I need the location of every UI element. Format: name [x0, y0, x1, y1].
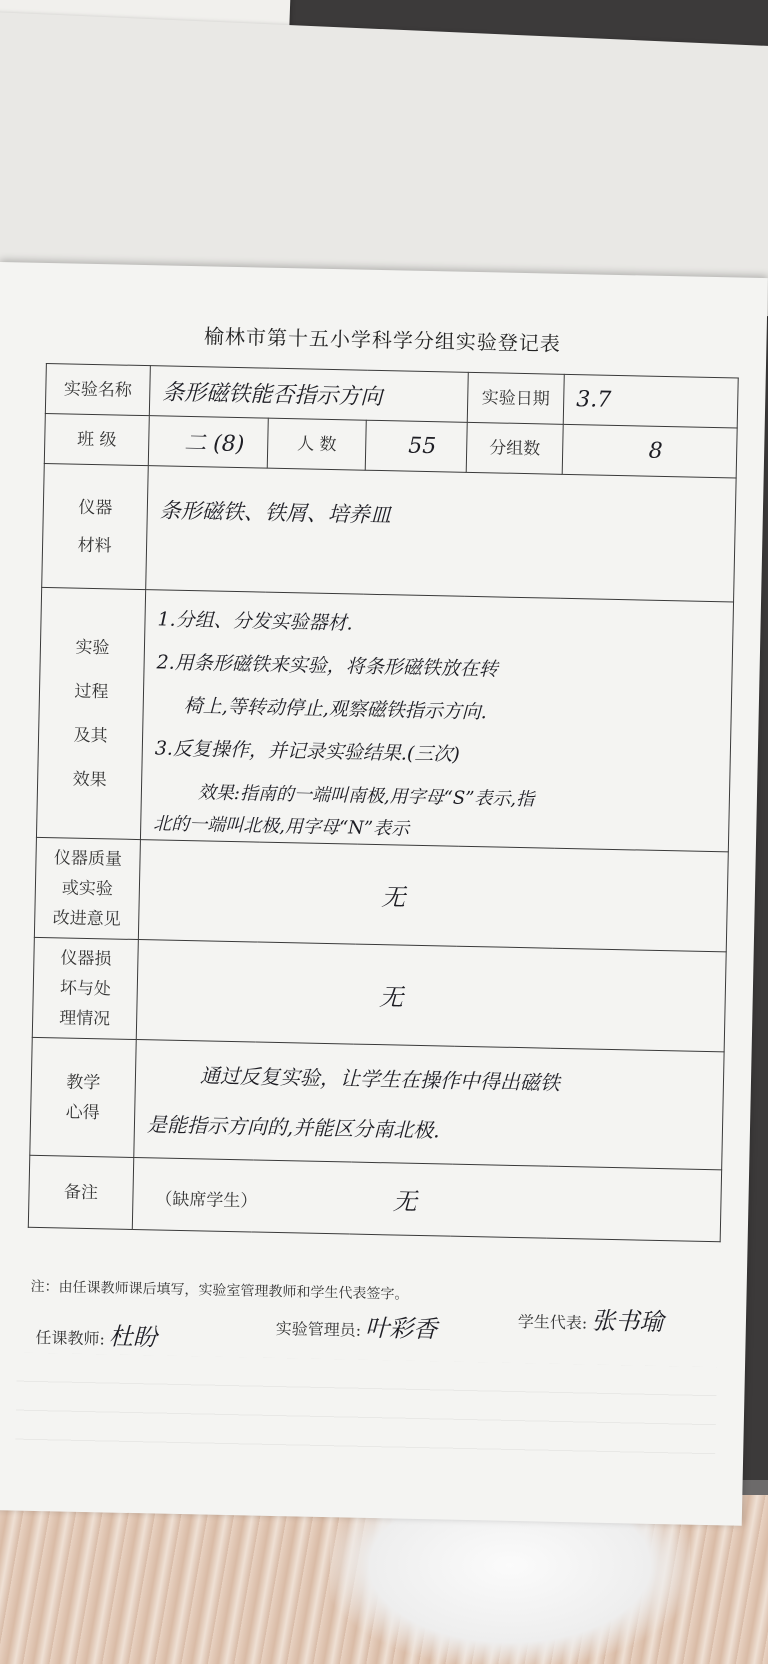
groups-label: 分组数	[466, 422, 563, 474]
materials-label	[42, 463, 149, 589]
fabric-background-light	[330, 1500, 690, 1664]
class-value: 二 (8)	[148, 416, 268, 468]
teaching-label-line: 教学	[66, 1072, 101, 1093]
process-label-line: 及其	[73, 725, 108, 746]
process-line: 椅上,等转动停止,观察磁铁指示方向.	[183, 694, 488, 724]
process-line: 2.用条形磁铁来实验，将条形磁铁放在转	[156, 651, 498, 681]
table-row	[28, 1155, 721, 1241]
damage-label-line: 仪器损	[60, 947, 112, 969]
process-label	[36, 587, 145, 839]
teacher-signature	[35, 1315, 157, 1353]
process-label-line: 实验	[75, 637, 110, 658]
admin-signature	[275, 1306, 437, 1344]
table-row	[36, 587, 733, 851]
quality-label-line: 改进意见	[52, 907, 121, 930]
faint-ruled-lines	[15, 1353, 717, 1468]
quality-label-line: 或实验	[61, 877, 114, 899]
damage-label-line: 理情况	[58, 1007, 111, 1029]
table-row	[32, 937, 726, 1051]
remarks-label: 备注	[28, 1155, 133, 1229]
damage-label	[32, 937, 138, 1039]
damage-value: 无	[136, 940, 726, 1052]
quality-value: 无	[138, 840, 728, 952]
process-label-line: 效果	[72, 769, 107, 790]
student-signature-label: 学生代表:	[517, 1312, 588, 1333]
teacher-signature-name: 杜盼	[108, 1322, 158, 1352]
teacher-signature-label: 任课教师:	[35, 1327, 106, 1349]
form-title: 榆林市第十五小学科学分组实验登记表	[203, 324, 562, 356]
people-value: 55	[365, 420, 467, 472]
process-line: 北的一端叫北极,用字母“N”表示	[153, 813, 410, 840]
process-line: 3.反复操作，并记录实验结果.(三次)	[154, 737, 461, 766]
experiment-registration-table	[28, 363, 739, 1242]
class-label: 班 级	[44, 413, 149, 465]
teaching-value	[134, 1040, 724, 1170]
process-value	[140, 590, 733, 852]
quality-label	[34, 837, 140, 939]
admin-signature-name: 叶彩香	[364, 1313, 438, 1344]
process-line: 效果:指南的一端叫南极,用字母“S”表示,指	[197, 782, 535, 811]
teaching-line: 通过反复实验，让学生在操作中得出磁铁	[199, 1062, 561, 1095]
table-row	[42, 463, 736, 601]
remarks-value: 无	[392, 1187, 418, 1216]
student-signature	[518, 1299, 664, 1337]
student-signature-name: 张书瑜	[591, 1306, 664, 1337]
remarks-prefix: （缺席学生）	[155, 1189, 258, 1212]
process-line: 1.分组、分发实验器材.	[157, 608, 353, 635]
experiment-date-value: 3.7	[563, 374, 738, 428]
teaching-line: 是能指示方向的,并能区分南北极.	[146, 1111, 440, 1142]
experiment-name-label: 实验名称	[45, 363, 150, 415]
teaching-label	[30, 1037, 136, 1157]
materials-label-line: 材料	[77, 535, 112, 556]
registration-form-sheet	[0, 262, 768, 1526]
process-label-line: 过程	[74, 681, 109, 702]
admin-signature-label: 实验管理员:	[275, 1319, 362, 1340]
remarks-cell	[132, 1157, 721, 1241]
experiment-name-value: 条形磁铁能否指示方向	[149, 366, 468, 423]
table-row	[30, 1037, 724, 1169]
damage-label-line: 坏与处	[59, 977, 112, 999]
materials-label-line: 仪器	[78, 497, 113, 518]
groups-value: 8	[562, 424, 737, 478]
table-row	[34, 837, 728, 951]
quality-label-line: 仪器质量	[53, 847, 123, 870]
footnote: 注：由任课教师课后填写，实验室管理教师和学生代表签字。	[30, 1278, 409, 1303]
people-label: 人 数	[267, 418, 366, 470]
experiment-date-label: 实验日期	[467, 372, 564, 424]
materials-value: 条形磁铁、铁屑、培养皿	[146, 466, 736, 602]
teaching-label-line: 心得	[65, 1102, 100, 1123]
